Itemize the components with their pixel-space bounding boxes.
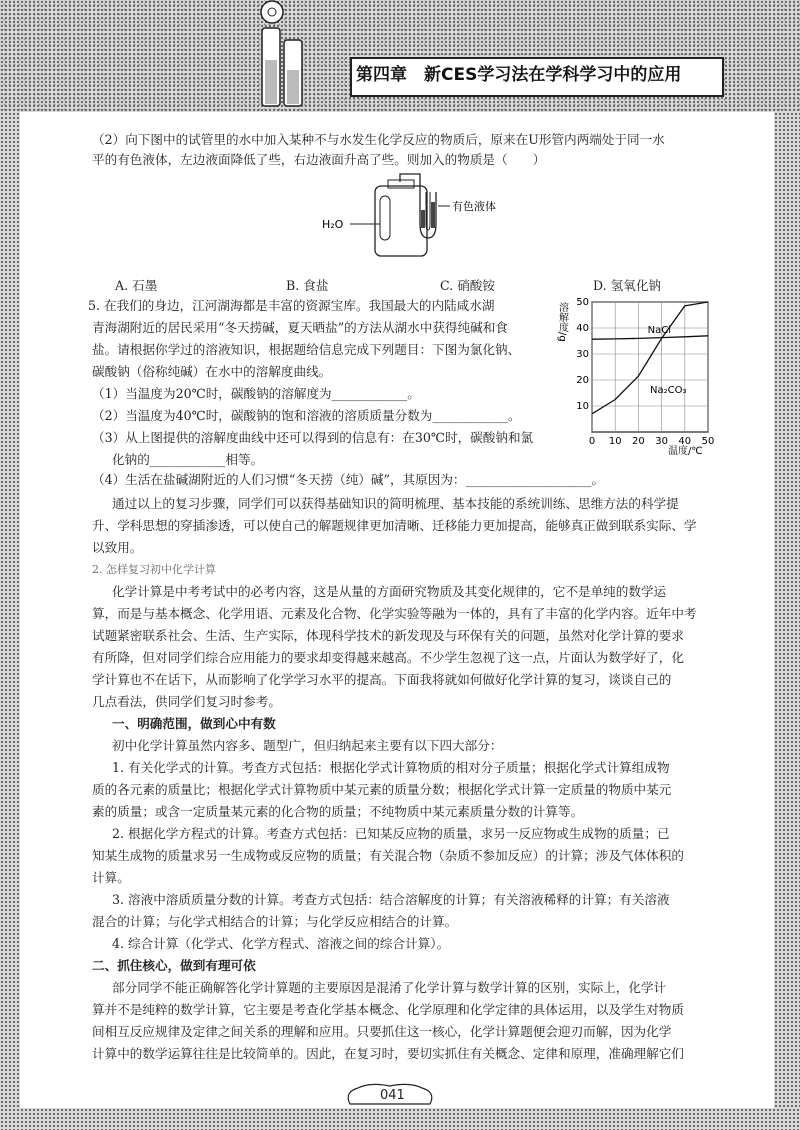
bottle-stopper bbox=[388, 180, 414, 188]
left-pattern-band bbox=[0, 112, 20, 1130]
right-pattern-band bbox=[774, 112, 800, 1130]
q2-option-d: D. 氢氧化钠 bbox=[593, 278, 662, 293]
p1-line1: 化学计算是中考考试中的必考内容，这是从量的方面研究物质及其变化规律的，它不是单纯的数学运 bbox=[112, 584, 667, 599]
p2-line: 初中化学计算虽然内容多、题型广，但归纳起来主要有以下四大部分： bbox=[112, 738, 503, 753]
item3-line1: 3. 溶液中溶质质量分数的计算。考查方式包括：结合溶解度的计算；有关溶液稀释的计算；有关溶液 bbox=[112, 892, 670, 907]
p3-line3: 间相互反应规律及定律之间关系的理解和应用。只要抓住这一核心，化学计算题便会迎刃而解，因为化学 bbox=[92, 1024, 672, 1039]
water-label: H₂O bbox=[322, 218, 344, 231]
section2-title: 2. 怎样复习初中化学计算 bbox=[92, 563, 216, 576]
chart-ytick-label: 40 bbox=[576, 323, 589, 334]
solubility-chart bbox=[556, 292, 720, 460]
summary-line1: 通过以上的复习步骤，同学们可以获得基础知识的简明梳理、基本技能的系统训练、思维方法的科学提 bbox=[112, 496, 679, 511]
q2-stem-line2: 平的有色液体，左边液面降低了些，右边液面升高了些。则加入的物质是（ ） bbox=[92, 152, 546, 167]
q2-option-c: C. 硝酸铵 bbox=[440, 278, 495, 293]
chapter-title: 第四章 新CES学习法在学科学习中的应用 bbox=[356, 65, 682, 85]
q5-line4: 碳酸钠（俗称纯碱）在水中的溶解度曲线。 bbox=[92, 364, 332, 379]
q5-line2: 青海湖附近的居民采用“冬天捞碱，夏天晒盐”的方法从湖水中获得纯碱和食 bbox=[92, 320, 508, 335]
item1-line1: 1. 有关化学式的计算。考查方式包括：根据化学式计算物质的相对分子质量；根据化学式计算组成物 bbox=[112, 760, 670, 775]
item1-line2: 质的各元素的质量比；根据化学式计算物质中某元素的质量分数；根据化学式计算一定质量的物质中某元 bbox=[92, 782, 672, 797]
p1-line3: 试题紧密联系社会、生活、生产实际，体现科学技术的新发现及与环保有关的问题，虽然对化学计算的要求 bbox=[92, 628, 684, 643]
test-tube bbox=[380, 196, 390, 240]
page-number: 041 bbox=[380, 1088, 405, 1103]
q5-line1: 5. 在我们的身边，江河湖海都是丰富的资源宝库。我国最大的内陆咸水湖 bbox=[88, 298, 495, 313]
chart-xtick-label: 10 bbox=[608, 436, 622, 447]
q5-sub3b: 化钠的____________相等。 bbox=[112, 452, 264, 467]
chart-xlabel: 温度/℃ bbox=[668, 446, 703, 457]
chart-xtick-label: 30 bbox=[655, 436, 668, 447]
chart-series-label-0: NaCl bbox=[647, 325, 672, 337]
heading-2: 二、抓住核心，做到有理可依 bbox=[92, 958, 256, 973]
chart-series-line-1 bbox=[592, 302, 708, 414]
chart-ytick-label: 10 bbox=[576, 401, 589, 412]
p3-line1: 部分同学不能正确解答化学计算题的主要原因是混淆了化学计算与数学计算的区别，实际上，化学计 bbox=[112, 980, 667, 995]
chart-xtick-label: 0 bbox=[588, 436, 596, 447]
summary-line3: 以致用。 bbox=[92, 540, 143, 555]
q2-option-b: B. 食盐 bbox=[286, 278, 329, 293]
chart-ytick-label: 30 bbox=[576, 349, 589, 360]
u-tube bbox=[400, 174, 436, 238]
q5-sub1: （1）当温度为20℃时，碳酸钠的溶解度为____________。 bbox=[92, 386, 420, 401]
chart-ytick-label: 20 bbox=[576, 375, 589, 386]
p1-line5: 学计算也不在话下，从而影响了化学学习水平的提高。下面我将就如何做好化学计算的复习，谈谈自己的 bbox=[92, 672, 672, 687]
q5-sub2: （2）当温度为40℃时，碳酸钠的饱和溶液的溶质质量分数为____________。 bbox=[92, 408, 521, 423]
liquid-label: 有色液体 bbox=[452, 200, 496, 213]
summary-line2: 升、学科思想的穿插渗透，可以使自己的解题规律更加清晰、迁移能力更加提高，能够真正做到联系实际、学 bbox=[92, 518, 697, 533]
p1-line6: 几点看法，供同学们复习时参考。 bbox=[92, 694, 281, 709]
chart-ylabel: 溶解度/g bbox=[556, 302, 568, 342]
p3-line2: 算并不是纯粹的数学计算，它主要是考查化学基本概念、化学原理和化学定律的具体运用，以及学生对物质 bbox=[92, 1002, 684, 1017]
chart-xtick-label: 20 bbox=[632, 436, 645, 447]
chart-series-line-0 bbox=[592, 336, 708, 339]
q5-sub3a: （3）从上图提供的溶解度曲线中还可以得到的信息有：在30℃时，碳酸钠和氯 bbox=[92, 430, 534, 445]
item2-line3: 计算。 bbox=[92, 870, 130, 885]
q5-sub4: （4）生活在盐碱湖附近的人们习惯“冬天捞（纯）碱”，其原因为：____________________。 bbox=[92, 472, 605, 487]
test-tube-illustration bbox=[250, 0, 340, 112]
chart-xtick-label: 40 bbox=[678, 436, 692, 447]
q2-stem-line1: （2）向下图中的试管里的水中加入某种不与水发生化学反应的物质后，原来在U形管内两端处于同一水 bbox=[92, 132, 665, 147]
item1-line3: 素的质量；或含一定质量某元素的化合物的质量；不纯物质中某元素质量分数的计算等。 bbox=[92, 804, 584, 819]
chart-ytick-label: 50 bbox=[576, 297, 589, 308]
chart-xtick-label: 50 bbox=[701, 436, 715, 447]
q2-option-a: A. 石墨 bbox=[115, 278, 158, 293]
chart-frame bbox=[592, 302, 708, 432]
chart-series-label-1: Na₂CO₃ bbox=[650, 385, 687, 396]
q5-line3: 盐。请根据你学过的溶液知识，根据题给信息完成下列题目：下图为氯化钠、 bbox=[92, 342, 521, 357]
heading-1: 一、明确范围，做到心中有数 bbox=[112, 716, 276, 731]
item4-line: 4. 综合计算（化学式、化学方程式、溶液之间的综合计算）。 bbox=[112, 936, 450, 951]
item3-line2: 混合的计算；与化学式相结合的计算；与化学反应相结合的计算。 bbox=[92, 914, 458, 929]
p1-line4: 有所降，但对同学们综合应用能力的要求却变得越来越高。不少学生忽视了这一点，片面认为数学好了，化 bbox=[92, 650, 684, 665]
bottom-pattern-band bbox=[0, 1108, 800, 1130]
item2-line1: 2. 根据化学方程式的计算。考查方式包括：已知某反应物的质量，求另一反应物或生成物的质量；已 bbox=[112, 826, 670, 841]
apparatus-figure bbox=[320, 172, 520, 272]
item2-line2: 知某生成物的质量求另一生成物或反应物的质量；有关混合物（杂质不参加反应）的计算；涉及气体体积的 bbox=[92, 848, 684, 863]
p1-line2: 算，而是与基本概念、化学用语、元素及化合物、化学实验等融为一体的，具有了丰富的化学内容。近年中考 bbox=[92, 606, 697, 621]
p3-line4: 计算中的数学运算往往是比较简单的。因此，在复习时，要切实抓住有关概念、定律和原理，准确理解它们 bbox=[92, 1046, 684, 1061]
